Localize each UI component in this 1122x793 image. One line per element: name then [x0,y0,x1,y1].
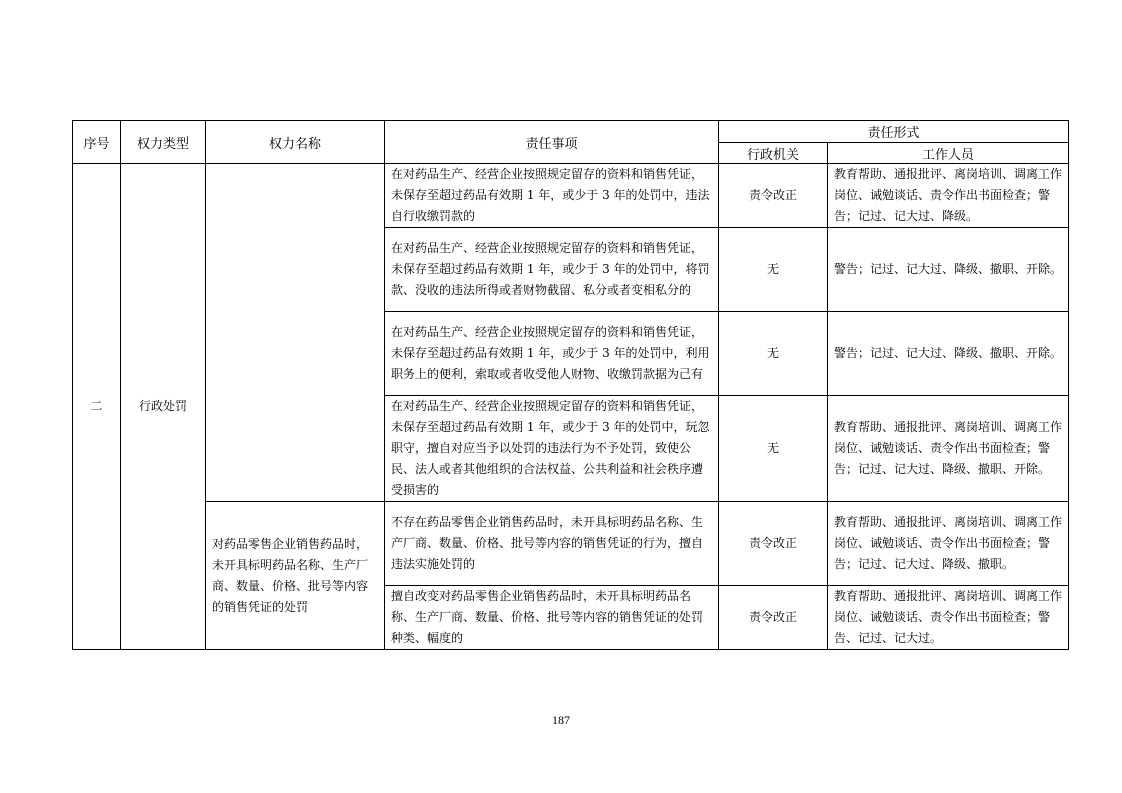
org-cell: 无 [719,396,828,502]
matter-cell: 在对药品生产、经营企业按照规定留存的资料和销售凭证，未保存至超过药品有效期 1 年，或少于 3 年的处罚中，玩忽职守，擅自对应当予以处罚的违法行为不予处罚，致使公民、法人或者其他组织的合法权益、公共利益和社会秩序遭受损害的 [385,396,719,502]
staff-cell: 警告；记过、记大过、降级、撤职、开除。 [828,312,1069,396]
matter-cell: 擅自改变对药品零售企业销售药品时，未开具标明药品名称、生产厂商、数量、价格、批号等内容的销售凭证的处罚种类、幅度的 [385,586,719,650]
header-org: 行政机关 [719,143,828,164]
org-cell: 责令改正 [719,586,828,650]
org-cell: 责令改正 [719,164,828,228]
header-seq: 序号 [73,121,121,164]
matter-cell: 在对药品生产、经营企业按照规定留存的资料和销售凭证，未保存至超过药品有效期 1 年，或少于 3 年的处罚中，将罚款、没收的违法所得或者财物截留、私分或者变相私分的 [385,228,719,312]
responsibility-table [72,120,1069,650]
header-staff: 工作人员 [828,143,1069,164]
matter-cell: 在对药品生产、经营企业按照规定留存的资料和销售凭证，未保存至超过药品有效期 1 年，或少于 3 年的处罚中，违法自行收缴罚款的 [385,164,719,228]
table-row [73,502,1069,586]
power-type-cell: 行政处罚 [121,164,206,650]
org-cell: 无 [719,228,828,312]
header-power-type: 权力类型 [121,121,206,164]
header-form: 责任形式 [719,121,1069,143]
header-power-name: 权力名称 [206,121,385,164]
staff-cell: 警告；记过、记大过、降级、撤职、开除。 [828,228,1069,312]
staff-cell: 教育帮助、通报批评、离岗培训、调离工作岗位、诫勉谈话、责令作出书面检查；警告、记过、记大过。 [828,586,1069,650]
matter-cell: 在对药品生产、经营企业按照规定留存的资料和销售凭证，未保存至超过药品有效期 1 年，或少于 3 年的处罚中，利用职务上的便利，索取或者收受他人财物、收缴罚款据为己有 [385,312,719,396]
matter-cell: 不存在药品零售企业销售药品时，未开具标明药品名称、生产厂商、数量、价格、批号等内容的销售凭证的行为，擅自违法实施处罚的 [385,502,719,586]
header-responsibility: 责任事项 [385,121,719,164]
page-number: 187 [552,713,570,727]
power-name-cell-empty [206,164,385,502]
staff-cell: 教育帮助、通报批评、离岗培训、调离工作岗位、诫勉谈话、责令作出书面检查；警告；记过、记大过、降级、撤职、开除。 [828,396,1069,502]
power-name-cell: 对药品零售企业销售药品时，未开具标明药品名称、生产厂商、数量、价格、批号等内容的销售凭证的处罚 [206,502,385,650]
staff-cell: 教育帮助、通报批评、离岗培训、调离工作岗位、诫勉谈话、责令作出书面检查；警告；记过、记大过、降级、撤职。 [828,502,1069,586]
org-cell: 责令改正 [719,502,828,586]
seq-cell: 二 [73,164,121,650]
staff-cell: 教育帮助、通报批评、离岗培训、调离工作岗位、诫勉谈话、责令作出书面检查；警告；记过、记大过、降级。 [828,164,1069,228]
table-row [73,164,1069,228]
org-cell: 无 [719,312,828,396]
